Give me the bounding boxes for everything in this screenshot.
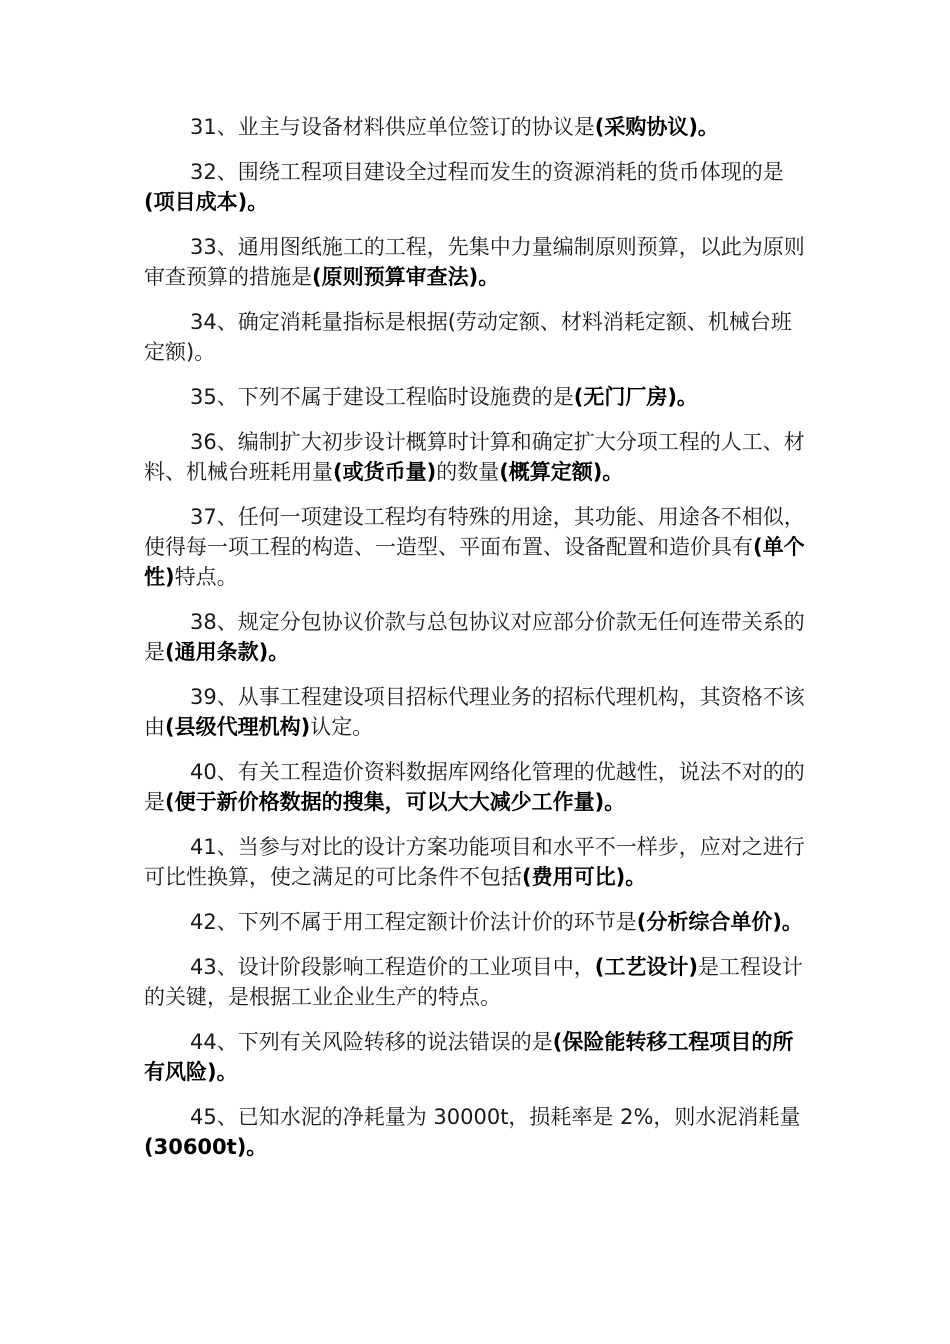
question-39 (144, 682, 808, 742)
question-31 (144, 112, 808, 142)
answer-text: (原则预算审查法)。 (312, 265, 500, 289)
question-37 (144, 502, 808, 592)
answer-text: (便于新价格数据的搜集，可以大大减少工作量)。 (165, 790, 626, 814)
question-text: 38、规定分包协议价款与总包协议对应部分价款无任何连带关系的是 (144, 610, 805, 664)
question-text: 36、编制扩大初步设计概算时计算和确定扩大分项工程的人工、材料、机械台班耗用量 (144, 430, 805, 484)
answer-text: (项目成本)。 (144, 190, 269, 214)
answer-text: (分析综合单价)。 (636, 910, 803, 934)
question-text: 41、当参与对比的设计方案功能项目和水平不一样步，应对之进行可比性换算，使之满足的可比条件不包括 (144, 835, 805, 889)
question-44 (144, 1027, 808, 1087)
answer-text: (采购协议)。 (594, 115, 719, 139)
question-text: 特点。 (174, 565, 238, 589)
question-text: 44、下列有关风险转移的说法错误的是 (190, 1030, 553, 1054)
answer-text: (通用条款)。 (165, 640, 290, 664)
question-text: 的数量 (436, 460, 500, 484)
question-text: 33、通用图纸施工的工程，先集中力量编制原则预算，以此为原则审查预算的措施是 (144, 235, 805, 289)
question-36 (144, 427, 808, 487)
question-text: 是工程设计的关键，是根据工业企业生产的特点。 (144, 955, 803, 1009)
question-text: 39、从事工程建设项目招标代理业务的招标代理机构，其资格不该由 (144, 685, 805, 739)
question-text: 45、已知水泥的净耗量为 30000t，损耗率是 2%，则水泥消耗量 (190, 1105, 801, 1129)
question-text: 34、确定消耗量指标是根据(劳动定额、材料消耗定额、机械台班定额)。 (144, 310, 792, 364)
question-text: 40、有关工程造价资料数据库网络化管理的优越性，说法不对的的是 (144, 760, 805, 814)
question-text: 35、下列不属于建设工程临时设施费的是 (190, 385, 574, 409)
answer-text: (县级代理机构) (165, 715, 311, 739)
question-list (144, 112, 808, 1177)
question-text: 31、业主与设备材料供应单位签订的协议是 (190, 115, 595, 139)
answer-text: (概算定额)。 (499, 460, 624, 484)
question-text: 43、设计阶段影响工程造价的工业项目中， (190, 955, 595, 979)
question-32 (144, 157, 808, 217)
answer-text: (费用可比)。 (522, 865, 647, 889)
answer-text: (30600t)。 (144, 1135, 268, 1159)
question-35 (144, 382, 808, 412)
question-41 (144, 832, 808, 892)
question-43 (144, 952, 808, 1012)
question-42 (144, 907, 808, 937)
question-38 (144, 607, 808, 667)
answer-text: (或货币量) (333, 460, 437, 484)
question-text: 认定。 (310, 715, 374, 739)
question-45 (144, 1102, 808, 1162)
question-text: 32、围绕工程项目建设全过程而发生的资源消耗的货币体现的是 (190, 160, 784, 184)
answer-text: (无门厂房)。 (573, 385, 698, 409)
question-text: 42、下列不属于用工程定额计价法计价的环节是 (190, 910, 637, 934)
answer-text: (保险能转移工程项目的所有风险)。 (144, 1030, 794, 1084)
question-34 (144, 307, 808, 367)
question-40 (144, 757, 808, 817)
question-text: 37、任何一项建设工程均有特殊的用途，其功能、用途各不相似，使得每一项工程的构造、一造型、平面布置、设备配置和造价具有 (144, 505, 805, 559)
question-33 (144, 232, 808, 292)
answer-text: (工艺设计) (594, 955, 698, 979)
answer-text: (单个性) (144, 535, 805, 589)
